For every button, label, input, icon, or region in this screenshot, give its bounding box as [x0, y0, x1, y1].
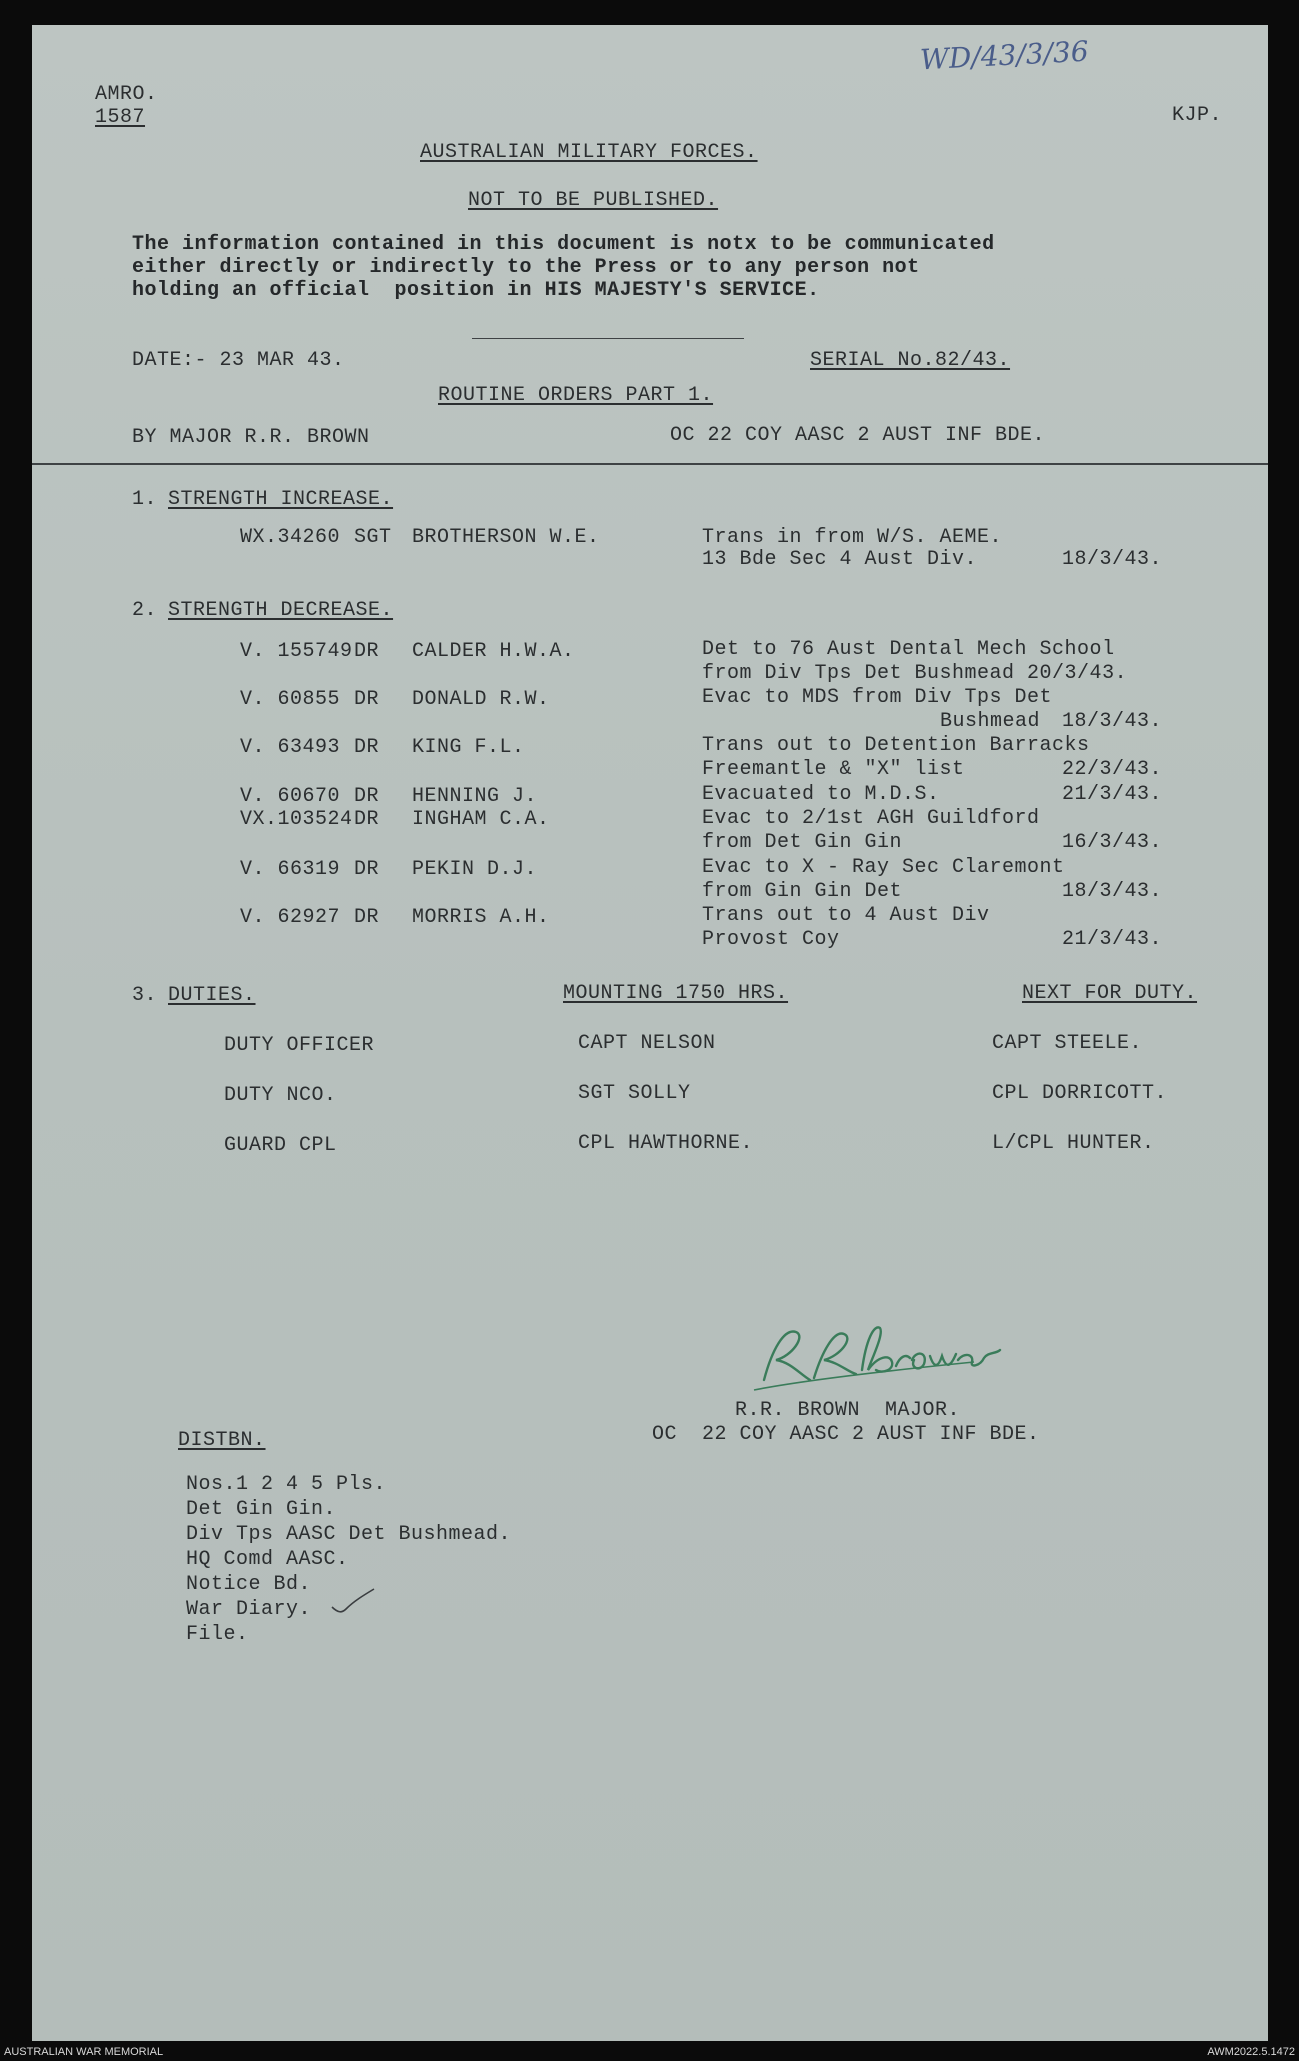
increase-detail-2: 13 Bde Sec 4 Aust Div.: [702, 548, 978, 571]
member-name: CALDER H.W.A.: [412, 640, 575, 663]
rank: DR: [354, 688, 380, 711]
next-for-duty-heading: NEXT FOR DUTY.: [1022, 982, 1198, 1005]
service-no: V. 62927: [240, 906, 341, 929]
service-no: V. 60855: [240, 688, 341, 711]
increase-service-no: WX.34260: [240, 526, 341, 549]
member-name: KING F.L.: [412, 736, 525, 759]
separator-full: [32, 463, 1268, 465]
tick-mark-icon: [330, 1587, 376, 1617]
detail-1: Trans out to 4 Aust Div: [702, 904, 990, 927]
serial-number: SERIAL No.82/43.: [810, 349, 1011, 372]
rank: DR: [354, 906, 380, 929]
notice-line-3: holding an official position in HIS MAJESTY'S SERVICE.: [132, 279, 820, 302]
notice-line-2: either directly or indirectly to the Press or to any person not: [132, 256, 920, 279]
member-name: DONALD R.W.: [412, 688, 550, 711]
signature-rr-brown: [744, 1310, 1024, 1400]
entry-date: 21/3/43.: [1062, 783, 1163, 806]
list-item: Nos.1 2 4 5 Pls.: [186, 1473, 387, 1496]
duty-next: L/CPL HUNTER.: [992, 1132, 1155, 1155]
section-3-number: 3.: [132, 984, 158, 1007]
detail-2: Provost Coy: [702, 928, 840, 951]
detail-1: Trans out to Detention Barracks: [702, 734, 1090, 757]
detail-1: Evac to 2/1st AGH Guildford: [702, 807, 1040, 830]
signatory-name: R.R. BROWN MAJOR.: [735, 1399, 961, 1422]
duty-next: CAPT STEELE.: [992, 1032, 1143, 1055]
detail-1: Evacuated to M.D.S.: [702, 783, 940, 806]
member-name: MORRIS A.H.: [412, 906, 550, 929]
signatory-unit: OC 22 COY AASC 2 AUST INF BDE.: [652, 1423, 1040, 1446]
notice-line-1: The information contained in this document is notx to be communicated: [132, 233, 995, 256]
list-item: Det Gin Gin.: [186, 1498, 337, 1521]
restriction-heading: NOT TO BE PUBLISHED.: [468, 189, 719, 212]
detail-2: from Det Gin Gin: [702, 831, 903, 854]
rank: DR: [354, 785, 380, 808]
detail-2: Bushmead: [940, 710, 1041, 733]
section-1-title: STRENGTH INCREASE.: [168, 488, 394, 511]
detail-2: from Div Tps Det Bushmead 20/3/43.: [702, 662, 1128, 685]
by-officer: BY MAJOR R.R. BROWN: [132, 426, 370, 449]
increase-name: BROTHERSON W.E.: [412, 526, 600, 549]
amro-label: AMRO.: [95, 83, 158, 106]
service-no: V. 60670: [240, 785, 341, 808]
increase-detail-1: Trans in from W/S. AEME.: [702, 526, 1003, 549]
rank: DR: [354, 808, 380, 831]
list-item: War Diary.: [186, 1598, 312, 1621]
distribution-title: DISTBN.: [178, 1429, 266, 1452]
duty-role: GUARD CPL: [224, 1134, 337, 1157]
rank: DR: [354, 858, 380, 881]
entry-date: 18/3/43.: [1062, 880, 1163, 903]
handwritten-reference: WD/43/3/36: [919, 34, 1090, 77]
typist-initials: KJP.: [1172, 104, 1223, 127]
document-page: [32, 25, 1268, 2041]
duty-mounting: CAPT NELSON: [578, 1032, 716, 1055]
duty-mounting: SGT SOLLY: [578, 1082, 691, 1105]
service-no: V. 155749: [240, 640, 353, 663]
member-name: HENNING J.: [412, 785, 538, 808]
section-1-number: 1.: [132, 488, 158, 511]
entry-date: 16/3/43.: [1062, 831, 1163, 854]
footer-archive-name: AUSTRALIAN WAR MEMORIAL: [4, 2046, 164, 2058]
orders-title: ROUTINE ORDERS PART 1.: [438, 384, 714, 407]
separator-short: [472, 338, 744, 339]
increase-rank: SGT: [354, 526, 392, 549]
service-no: VX.103524: [240, 808, 353, 831]
duty-next: CPL DORRICOTT.: [992, 1082, 1168, 1105]
list-item: HQ Comd AASC.: [186, 1548, 349, 1571]
footer-accession-number: AWM2022.5.1472: [1207, 2046, 1295, 2058]
member-name: PEKIN D.J.: [412, 858, 538, 881]
amro-number: 1587: [95, 106, 146, 129]
service-no: V. 66319: [240, 858, 341, 881]
detail-1: Det to 76 Aust Dental Mech School: [702, 638, 1115, 661]
detail-1: Evac to X - Ray Sec Claremont: [702, 856, 1065, 879]
list-item: Notice Bd.: [186, 1573, 312, 1596]
rank: DR: [354, 640, 380, 663]
organisation-heading: AUSTRALIAN MILITARY FORCES.: [420, 141, 758, 164]
duty-role: DUTY OFFICER: [224, 1034, 375, 1057]
member-name: INGHAM C.A.: [412, 808, 550, 831]
entry-date: 18/3/43.: [1062, 710, 1163, 733]
entry-date: 21/3/43.: [1062, 928, 1163, 951]
entry-date: 22/3/43.: [1062, 758, 1163, 781]
duty-role: DUTY NCO.: [224, 1084, 337, 1107]
duty-mounting: CPL HAWTHORNE.: [578, 1132, 754, 1155]
detail-2: from Gin Gin Det: [702, 880, 903, 903]
section-3-title: DUTIES.: [168, 984, 256, 1007]
section-2-number: 2.: [132, 599, 158, 622]
detail-1: Evac to MDS from Div Tps Det: [702, 686, 1053, 709]
rank: DR: [354, 736, 380, 759]
list-item: File.: [186, 1623, 249, 1646]
unit-line: OC 22 COY AASC 2 AUST INF BDE.: [670, 424, 1046, 447]
section-2-title: STRENGTH DECREASE.: [168, 599, 394, 622]
service-no: V. 63493: [240, 736, 341, 759]
detail-2: Freemantle & "X" list: [702, 758, 965, 781]
mounting-heading: MOUNTING 1750 HRS.: [563, 982, 789, 1005]
list-item: Div Tps AASC Det Bushmead.: [186, 1523, 512, 1546]
increase-date: 18/3/43.: [1062, 548, 1163, 571]
date-line: DATE:- 23 MAR 43.: [132, 349, 345, 372]
